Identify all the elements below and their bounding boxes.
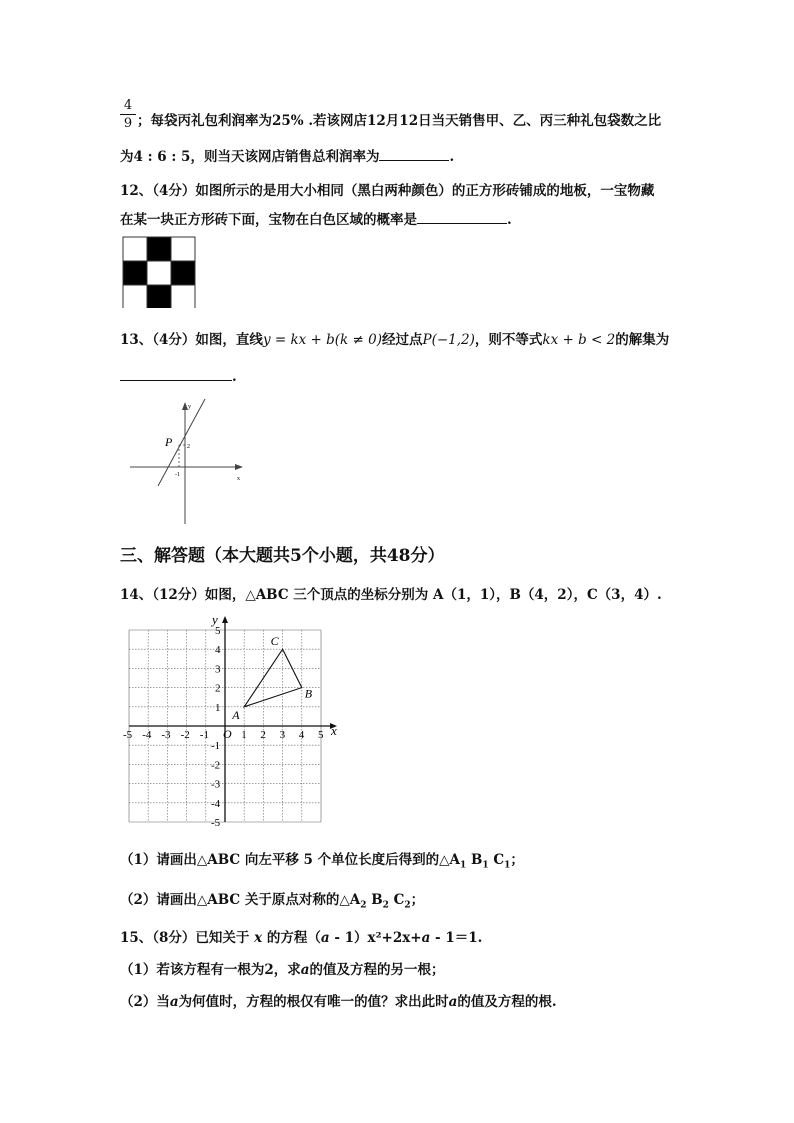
q15-stem bbox=[120, 926, 482, 946]
sub-1b: 1 bbox=[482, 860, 489, 871]
q13-text-a: 13、（4分）如图，直线 bbox=[120, 332, 263, 348]
x-tick-label: -2 bbox=[180, 729, 190, 741]
y-tick-label: 3 bbox=[215, 663, 221, 676]
y-tick-label: 2 bbox=[215, 682, 221, 695]
y-tick-label: -5 bbox=[211, 817, 221, 829]
q14-part2-end: ； bbox=[410, 892, 425, 908]
y-tick-label: -4 bbox=[211, 797, 221, 810]
x-tick-label: -5 bbox=[123, 729, 133, 741]
q11-line2 bbox=[120, 145, 454, 165]
q14-part1 bbox=[120, 848, 524, 871]
x-tick-label: 2 bbox=[260, 729, 266, 741]
q15-part2-var-a: a bbox=[169, 994, 179, 1010]
sub-1a: 1 bbox=[460, 860, 467, 871]
fraction-numerator: 4 bbox=[123, 98, 133, 113]
x-tick-label: -1 bbox=[199, 729, 209, 741]
q14-part2 bbox=[120, 888, 424, 911]
q13-text-b: 经过点 bbox=[382, 332, 423, 348]
q15-part1-end: 的值及方程的另一根； bbox=[309, 962, 445, 978]
q12-line1: 12、（4分）如图所示的是用大小相同（黑白两种颜色）的正方形砖铺成的地板，一宝物藏 bbox=[120, 183, 655, 199]
q14-part1-text: （1）请画出△ABC 向左平移 5 个单位长度后得到的△A bbox=[120, 852, 461, 868]
x-tick-label: 5 bbox=[318, 729, 324, 741]
q13-equation: y = kx + b(k ≠ 0) bbox=[262, 332, 382, 348]
q11-line1: ；每袋丙礼包利润率为25% .若该网店12月12日当天销售甲、乙、丙三种礼包袋数之比 bbox=[137, 113, 662, 129]
black-tile bbox=[147, 285, 171, 308]
x-tick-label: 3 bbox=[279, 729, 286, 741]
q12-line2 bbox=[120, 208, 512, 228]
q11-answer-blank[interactable] bbox=[379, 146, 449, 161]
q14-stem: 14、（12分）如图，△ABC 三个顶点的坐标分别为 A（1，1），B（4，2），C（3，4）. bbox=[120, 587, 662, 603]
q13-text-d: 的解集为 bbox=[615, 332, 670, 348]
x-axis-arrow bbox=[235, 464, 243, 470]
q13-line1 bbox=[120, 328, 669, 348]
q15-part2-var-a2: a bbox=[448, 994, 458, 1010]
x-tick-label: -3 bbox=[161, 729, 171, 741]
white-tile bbox=[147, 261, 171, 285]
y-tick-label: 1 bbox=[215, 701, 221, 714]
white-tile bbox=[171, 285, 195, 308]
sub-2a: 2 bbox=[360, 900, 367, 911]
x-tick-label: -4 bbox=[142, 729, 152, 741]
triangle-abc bbox=[244, 649, 302, 707]
q15-part1-text: （1）若该方程有一根为2，求 bbox=[120, 962, 301, 978]
q13-answer-blank[interactable] bbox=[120, 366, 232, 381]
q11-line2-text: 为4 : 6 : 5，则当天该网店销售总利润率为 bbox=[120, 149, 380, 165]
q14-coordinate-grid bbox=[118, 608, 348, 830]
vertex-label-c: C bbox=[270, 634, 279, 649]
b1-letter: B bbox=[470, 852, 483, 868]
q15-var-a2: a bbox=[421, 930, 431, 946]
q15-var-x: x bbox=[254, 930, 263, 946]
q13-text-c: ，则不等式 bbox=[474, 332, 543, 348]
q15-stem-b: 的方程（ bbox=[266, 930, 321, 946]
c2-letter: C bbox=[393, 892, 405, 908]
q12-period: . bbox=[507, 212, 512, 228]
white-tile bbox=[123, 237, 147, 261]
black-tile bbox=[123, 261, 147, 285]
y-axis-arrow bbox=[222, 616, 228, 623]
q15-part2-mid: 为何值时，方程的根仅有唯一的值？求出此时 bbox=[178, 994, 449, 1010]
q12-line2-text: 在某一块正方形砖下面，宝物在白色区域的概率是 bbox=[120, 212, 417, 228]
q15-stem-d: - 1＝1. bbox=[430, 930, 483, 946]
x-tick-label: 4 bbox=[298, 729, 305, 741]
q14-part1-end: ； bbox=[510, 852, 524, 868]
x-label: x bbox=[237, 476, 240, 482]
q12-answer-blank[interactable] bbox=[417, 209, 507, 224]
q15-part2 bbox=[120, 990, 557, 1010]
vertex-label-b: B bbox=[304, 686, 313, 701]
x-tick-label: 1 bbox=[241, 729, 247, 741]
fraction-denominator: 9 bbox=[123, 116, 133, 131]
tile-floor-figure bbox=[122, 236, 196, 308]
two-label: 2 bbox=[187, 444, 190, 450]
fraction-bar bbox=[120, 114, 136, 115]
q15-stem-c: - 1）x²+2x+ bbox=[329, 930, 422, 946]
black-tile bbox=[171, 261, 195, 285]
origin-label: O bbox=[223, 727, 232, 741]
white-tile bbox=[171, 237, 195, 261]
y-tick-label: -1 bbox=[211, 740, 221, 753]
q15-part2-text: （2）当 bbox=[120, 994, 170, 1010]
sub-2b: 2 bbox=[382, 900, 389, 911]
y-axis-label: y bbox=[212, 612, 218, 627]
x-axis-label: x bbox=[331, 723, 337, 738]
q15-part1 bbox=[120, 958, 445, 978]
q13-inequality: kx + b < 2 bbox=[542, 332, 616, 348]
y-label: y bbox=[188, 404, 191, 410]
vertex-label-a: A bbox=[232, 707, 240, 722]
c1-letter: C bbox=[493, 852, 505, 868]
sub-2c: 2 bbox=[404, 900, 411, 911]
fraction-four-ninths bbox=[120, 98, 136, 131]
q13-point: P(−1,2) bbox=[422, 332, 475, 348]
q15-stem-a: 15、（8分）已知关于 bbox=[120, 930, 250, 946]
y-tick-label: 5 bbox=[215, 625, 221, 637]
y-tick-label: -2 bbox=[211, 759, 221, 772]
q15-part2-end: 的值及方程的根. bbox=[457, 994, 557, 1010]
q11-period: . bbox=[449, 149, 455, 165]
neg-one-label: -1 bbox=[175, 472, 180, 478]
q13-period: . bbox=[232, 369, 237, 385]
q13-line2 bbox=[120, 366, 237, 385]
section-3-heading: 三、解答题（本大题共5个小题，共48分） bbox=[120, 546, 445, 566]
p-label: P bbox=[165, 435, 173, 449]
q15-part1-var-a: a bbox=[300, 962, 310, 978]
sub-1c: 1 bbox=[504, 860, 511, 871]
q14-part2-text: （2）请画出△ABC 关于原点对称的△A bbox=[120, 892, 361, 908]
white-tile bbox=[123, 285, 147, 308]
y-tick-label: 4 bbox=[215, 644, 221, 657]
y-tick-label: -3 bbox=[211, 778, 221, 791]
q13-line-graph bbox=[125, 396, 245, 524]
q15-var-a: a bbox=[320, 930, 330, 946]
b2-letter: B bbox=[371, 892, 383, 908]
black-tile bbox=[147, 237, 171, 261]
